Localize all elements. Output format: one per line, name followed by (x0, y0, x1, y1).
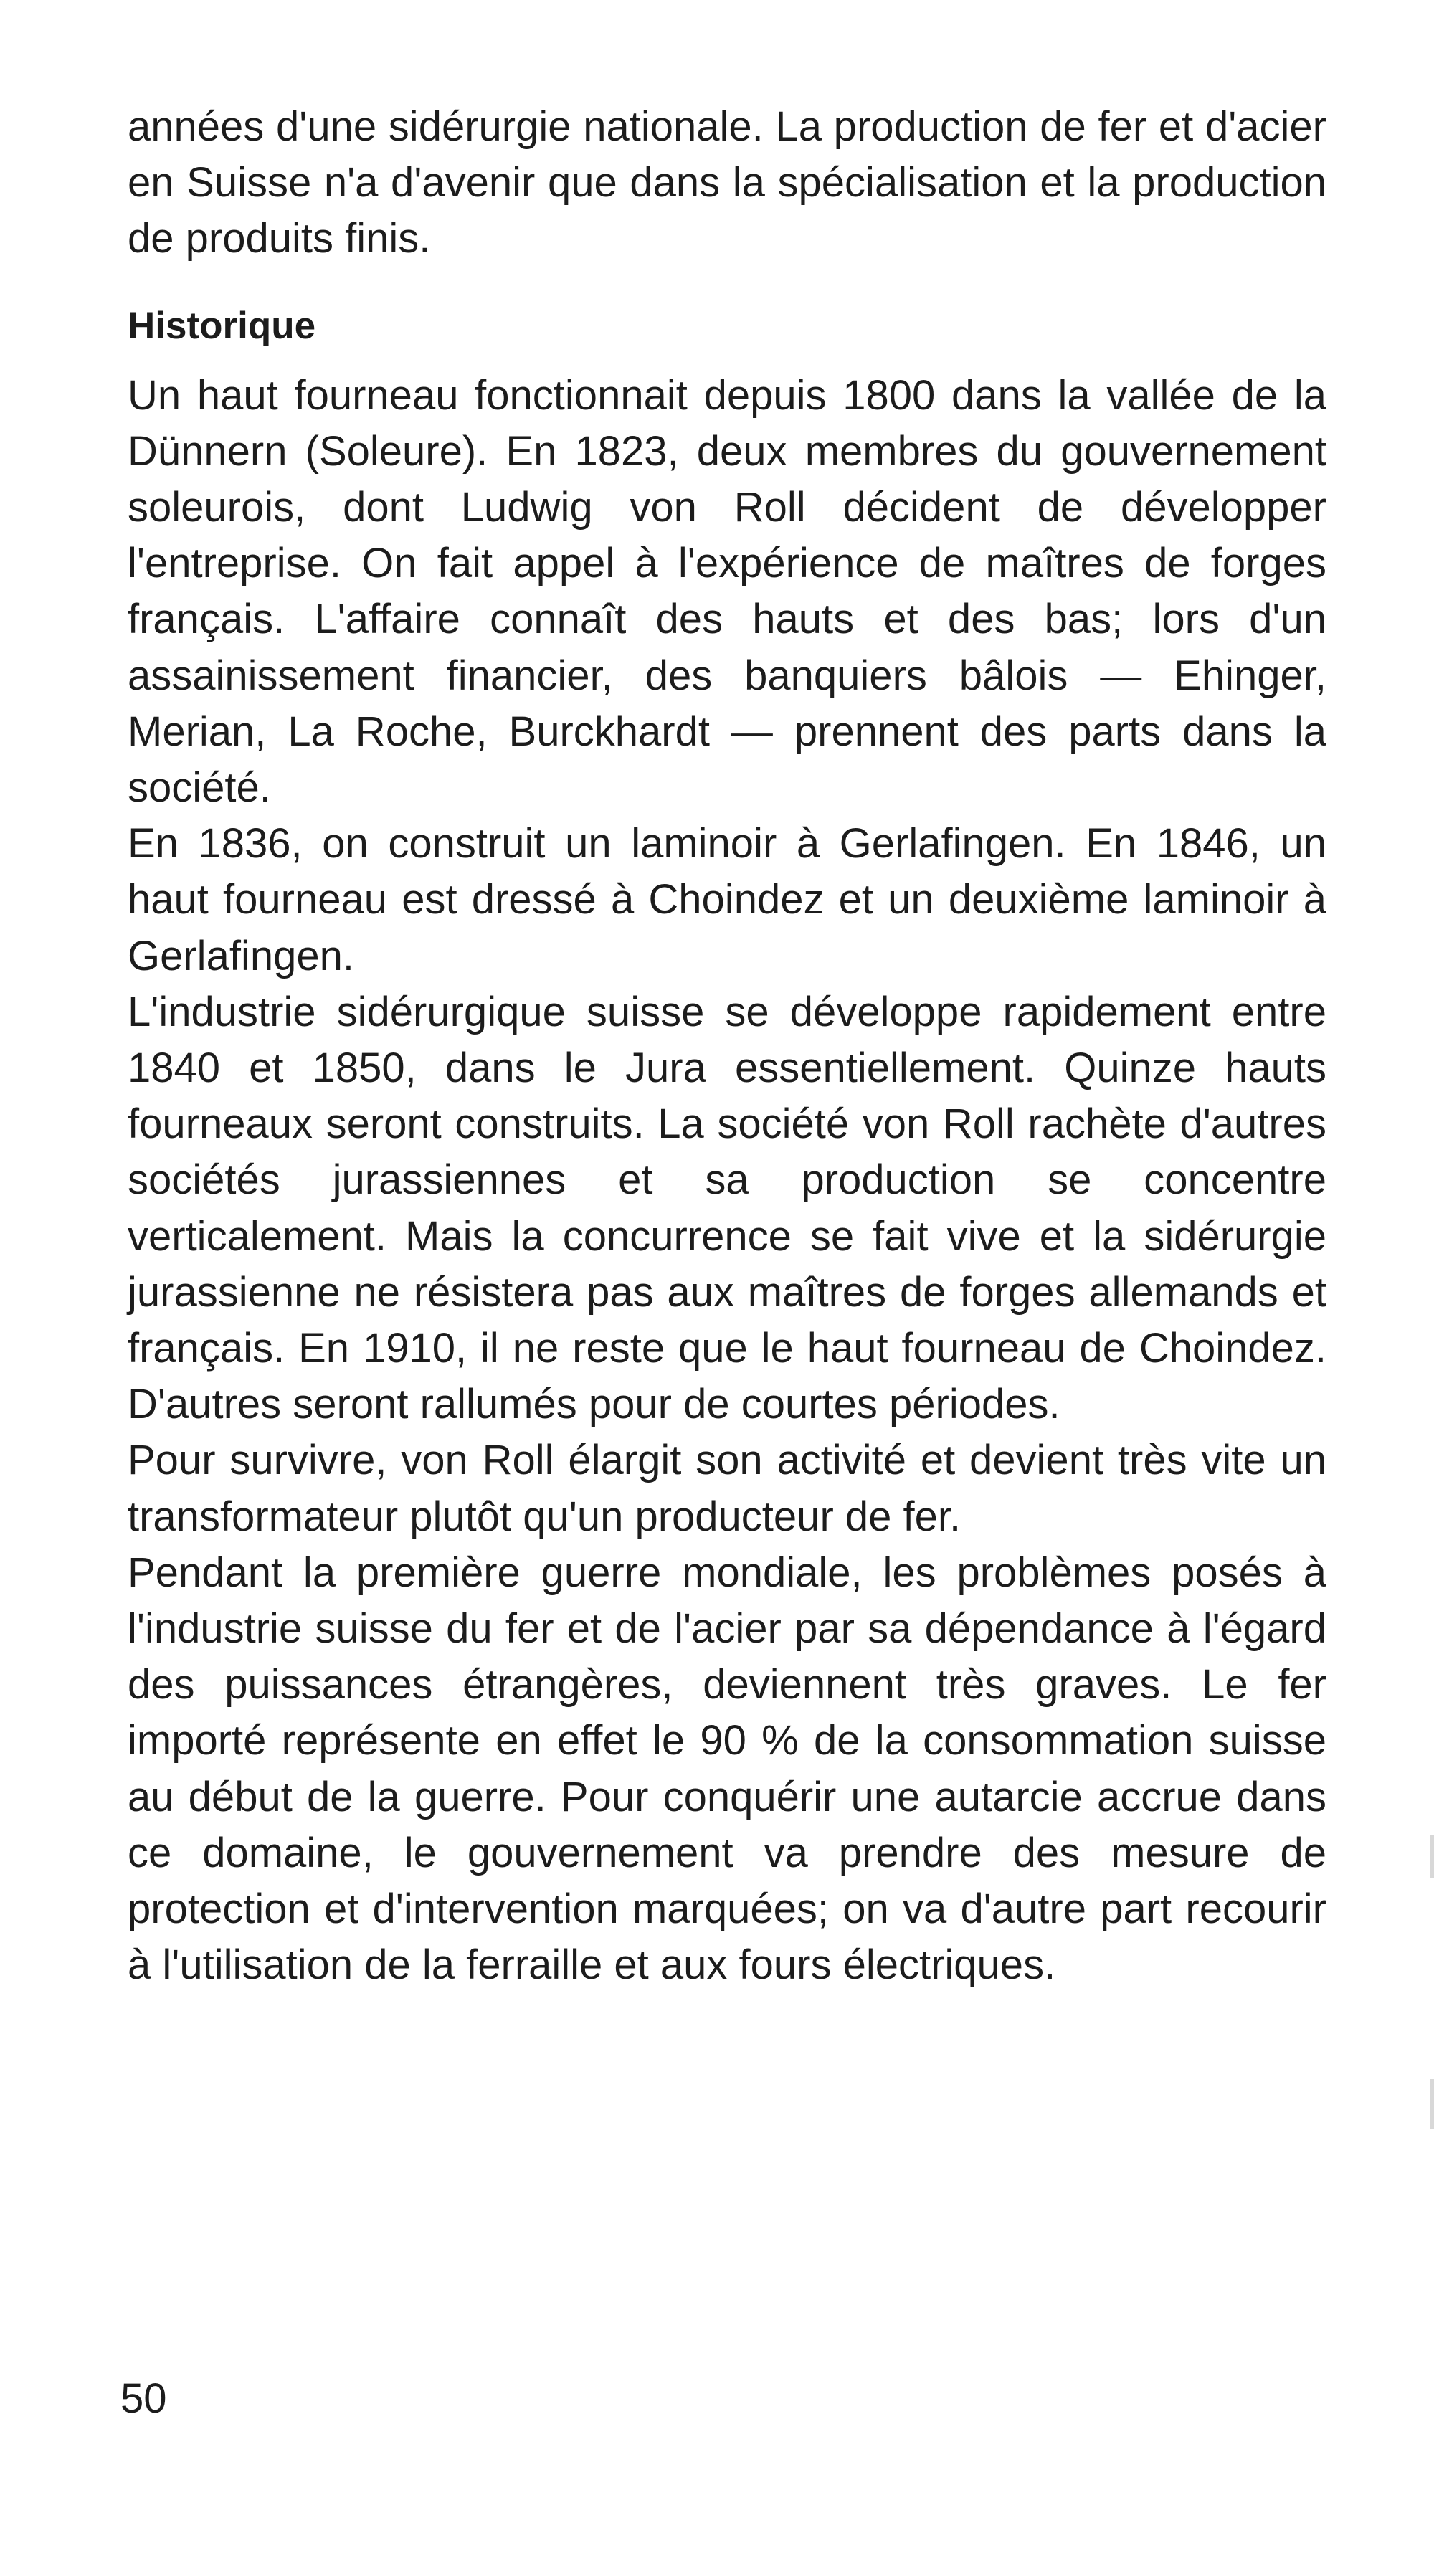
page-number: 50 (120, 2375, 167, 2422)
scan-edge-mark (1430, 1835, 1434, 1878)
page-body (128, 99, 1326, 1994)
scan-edge-mark (1430, 2079, 1434, 2129)
intro-paragraph: années d'une sidérurgie nationale. La production de fer et d'acier en Suisse n'a d'avenir que dans la spécialisation et la production de produits finis. (128, 103, 1326, 262)
body-paragraph: Pendant la première guerre mondiale, les problèmes posés à l'industrie suisse du fer et de l'acier par sa dépendance à l'égard des puissances étrangères, deviennent très graves. Le fer importé représente en effet le 90 % de la consommation suisse au début de la guerre. Pour conquérir une autarcie accrue dans ce domaine, le gouvernement va prendre des mesure de protection et d'intervention marquées; on va d'autre part recourir à l'utilisation de la ferraille et aux fours électriques. (128, 1549, 1326, 1989)
section-heading: Historique (128, 304, 316, 347)
body-paragraph: Un haut fourneau fonctionnait depuis 1800 dans la vallée de la Dünnern (Soleure). En 1823, deux membres du gouvernement soleurois, dont Ludwig von Roll décident de développer l'entreprise. On fait appel à l'expérience de maîtres de forges français. L'affaire connaît des hauts et des bas; lors d'un assainissement financier, des banquiers bâlois — Ehinger, Merian, La Roche, Burckhardt — prennent des parts dans la société. (128, 371, 1326, 812)
body-paragraph: L'industrie sidérurgique suisse se développe rapidement entre 1840 et 1850, dans le Jura essentiellement. Quinze hauts fourneaux seront construits. La société von Roll rachète d'autres sociétés jurassiennes et sa production se concentre verticalement. Mais la concurrence se fait vive et la sidérurgie jurassienne ne résistera pas aux maîtres de forges allemands et français. En 1910, il ne reste que le haut fourneau de Choindez. D'autres seront rallumés pour de courtes périodes. (128, 988, 1326, 1428)
body-paragraph: En 1836, on construit un laminoir à Gerlafingen. En 1846, un haut fourneau est dressé à Choindez et un deuxième laminoir à Gerlafingen. (128, 820, 1326, 979)
body-paragraph: Pour survivre, von Roll élargit son activité et devient très vite un transformateur plutôt qu'un producteur de fer. (128, 1437, 1326, 1540)
